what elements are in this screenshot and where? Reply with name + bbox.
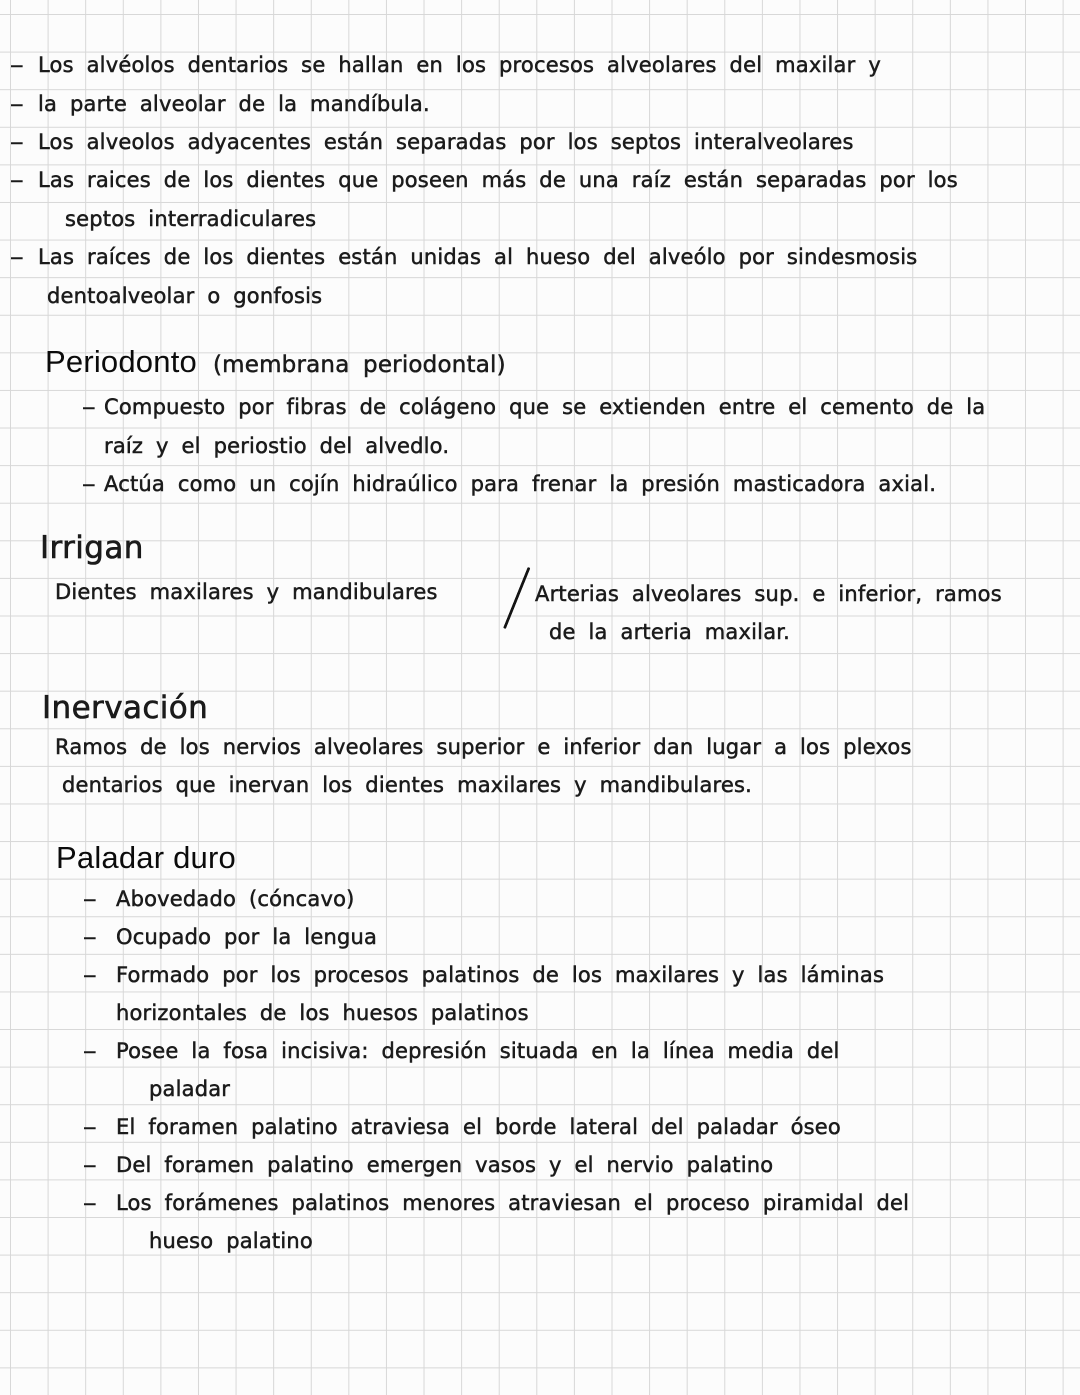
line-text: Actúa como un cojín hidraúlico para frenar la presión masticadora axial. bbox=[104, 471, 937, 496]
bullet-dash: – bbox=[82, 471, 96, 496]
periodonto-heading-row bbox=[45, 344, 506, 380]
note-line bbox=[83, 994, 1078, 1032]
note-line bbox=[82, 426, 1077, 464]
line-text: Del foramen palatino emergen vasos y el nervio palatino bbox=[116, 1153, 774, 1177]
note-line bbox=[83, 918, 1078, 956]
irrigan-right-line-2: de la arteria maxilar. bbox=[549, 620, 791, 644]
note-line bbox=[10, 276, 1075, 314]
line-text: Posee la fosa incisiva: depresión situada en la línea media del bbox=[116, 1039, 840, 1063]
bullet-dash: – bbox=[10, 91, 24, 116]
bullet-dash: – bbox=[83, 1191, 97, 1215]
line-text: El foramen palatino atraviesa el borde lateral del paladar óseo bbox=[116, 1115, 841, 1139]
note-line bbox=[10, 46, 1075, 84]
bullet-dash: – bbox=[10, 245, 24, 270]
bullet-dash: – bbox=[83, 1115, 97, 1139]
note-line bbox=[83, 1032, 1078, 1070]
note-line bbox=[10, 161, 1075, 199]
line-text: Compuesto por fibras de colágeno que se extienden entre el cemento de la bbox=[104, 395, 986, 420]
line-text: Los alveolos adyacentes están separadas por los septos interalveolares bbox=[38, 129, 854, 154]
bullet-dash: – bbox=[83, 1039, 97, 1063]
note-line bbox=[83, 1146, 1078, 1184]
bullet-dash: – bbox=[10, 53, 24, 78]
line-text: Los forámenes palatinos menores atraviesan el proceso piramidal del bbox=[116, 1191, 910, 1215]
line-text: septos interradiculares bbox=[65, 206, 317, 231]
line-text: raíz y el periostio del alvedlo. bbox=[104, 433, 450, 458]
irrigan-left-text: Dientes maxilares y mandibulares bbox=[55, 580, 438, 604]
note-line bbox=[10, 84, 1075, 122]
slash-divider-icon bbox=[503, 567, 531, 629]
inervacion-line-1: Ramos de los nervios alveolares superior e inferior dan lugar a los plexos bbox=[55, 735, 912, 759]
inervacion-heading: Inervación bbox=[42, 690, 209, 726]
bullet-dash: – bbox=[83, 963, 97, 987]
line-text: hueso palatino bbox=[149, 1229, 313, 1253]
note-line bbox=[10, 200, 1075, 238]
periodonto-heading: Periodonto bbox=[45, 344, 197, 379]
bullet-dash: – bbox=[10, 129, 24, 154]
bullet-dash: – bbox=[83, 925, 97, 949]
note-line bbox=[83, 956, 1078, 994]
note-line bbox=[83, 880, 1078, 918]
note-line bbox=[82, 388, 1077, 426]
line-text: horizontales de los huesos palatinos bbox=[116, 1001, 529, 1025]
bullet-dash: – bbox=[83, 1153, 97, 1177]
note-line bbox=[83, 1108, 1078, 1146]
section-periodonto bbox=[82, 388, 1077, 503]
line-text: paladar bbox=[149, 1077, 231, 1101]
note-line bbox=[83, 1070, 1078, 1108]
line-text: Las raices de los dientes que poseen más de una raíz están separadas por los bbox=[38, 168, 958, 193]
paladar-heading: Paladar duro bbox=[56, 840, 236, 875]
section-alveolos-notes bbox=[10, 46, 1075, 315]
line-text: Los alvéolos dentarios se hallan en los procesos alveolares del maxilar y bbox=[38, 53, 881, 78]
bullet-dash: – bbox=[82, 395, 96, 420]
line-text: dentoalveolar o gonfosis bbox=[47, 283, 323, 308]
note-line bbox=[83, 1222, 1078, 1260]
line-text: Las raíces de los dientes están unidas al hueso del alveólo por sindesmosis bbox=[38, 245, 918, 270]
line-text: la parte alveolar de la mandíbula. bbox=[38, 91, 430, 116]
irrigan-heading: Irrigan bbox=[40, 530, 144, 566]
note-line bbox=[82, 465, 1077, 503]
note-line bbox=[10, 123, 1075, 161]
periodonto-heading-note: (membrana periodontal) bbox=[212, 352, 506, 378]
line-text: Formado por los procesos palatinos de los maxilares y las láminas bbox=[116, 963, 885, 987]
bullet-dash: – bbox=[10, 168, 24, 193]
line-text: Abovedado (cóncavo) bbox=[116, 887, 355, 911]
bullet-dash: – bbox=[83, 887, 97, 911]
section-paladar bbox=[83, 880, 1078, 1260]
note-line bbox=[10, 238, 1075, 276]
line-text: Ocupado por la lengua bbox=[116, 925, 378, 949]
note-line bbox=[83, 1184, 1078, 1222]
irrigan-right-line-1: Arterias alveolares sup. e inferior, ramos bbox=[535, 582, 1002, 606]
inervacion-line-2: dentarios que inervan los dientes maxilares y mandibulares. bbox=[62, 773, 753, 797]
